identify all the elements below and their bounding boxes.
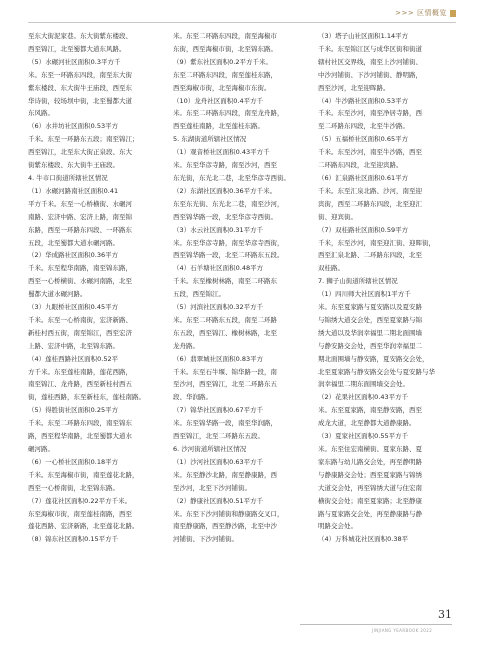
text-column-2 bbox=[173, 30, 307, 595]
text-line: 路，西至程华南路，北至蜀都大道水 bbox=[28, 432, 132, 441]
text-line: 西至沙河，北至迎晖路。 bbox=[318, 83, 390, 92]
text-line: 期北面围墙与静安路，夏安路交会处， bbox=[318, 354, 429, 363]
text-line: （5）水碾河社区面积0.3平方千 bbox=[28, 57, 121, 66]
text-line: 至东大街泥家巷。东大街紫东楼段、 bbox=[28, 32, 132, 40]
text-line: （6）汇泉路社区面积0.61平方 bbox=[318, 173, 409, 182]
text-line: 明路交会处。 bbox=[318, 522, 357, 531]
text-line: 中沙河铺街、下沙河铺街、静明路， bbox=[318, 70, 422, 79]
text-line: 宾街，西至二环路东四段，北至迎汇 bbox=[318, 199, 422, 208]
text-line: 5. 东湖街道所辖社区情况 bbox=[173, 135, 247, 144]
text-line: 路与夏家路交会处，再至静康路与静 bbox=[318, 509, 422, 518]
text-column-1 bbox=[28, 30, 162, 595]
text-line: 东风路。 bbox=[28, 109, 54, 118]
text-line: 至沙河，西至锦江，北至二环路东五 bbox=[173, 380, 277, 389]
text-line: （1）沙河社区面积0.63平方千 bbox=[173, 457, 264, 466]
text-line: （2）华成路社区面积0.36平方 bbox=[28, 251, 119, 260]
text-line: 西至锦江，北至蜀都大道东风路。 bbox=[28, 44, 126, 53]
text-column-3 bbox=[318, 30, 452, 595]
text-line: 米。东至夏家路与夏安路以及夏安路 bbox=[318, 303, 422, 312]
text-line: 东至海椒市街，南至莲桂南路，西至 bbox=[28, 509, 132, 518]
text-line: 米。东至住宏南横街、夏家东路、夏 bbox=[318, 445, 422, 453]
text-line: 米。东至锦华路一段，南至华润路， bbox=[173, 419, 277, 428]
footer-subtitle: JINJIANG YEARBOOK 2022 bbox=[372, 628, 433, 633]
text-line: 段、华润路。 bbox=[173, 393, 212, 402]
text-line: 千米。东至锦江区与成华区街和街道 bbox=[318, 44, 422, 53]
text-line: 千米，东至沙河，南至迎汇街、迎晖街， bbox=[318, 238, 435, 247]
text-line: 莲花西路、宏济新路，北至莲花北路。 bbox=[28, 522, 139, 531]
text-line: 千米。东至海椒市街，南至莲花北路， bbox=[28, 470, 139, 479]
text-line: 西至锦华路一段，北至二环路东五段。 bbox=[173, 251, 284, 260]
text-line: （4）牛沙路社区面积0.53平方 bbox=[318, 96, 409, 105]
text-line: 7. 狮子山街道所辖社区情况 bbox=[318, 277, 398, 286]
text-line: （3）夏家社区面积0.55平方千 bbox=[318, 432, 409, 441]
text-line: 米。东至下沙河铺街和静康路交叉口， bbox=[173, 509, 284, 518]
text-line: （7）锦华社区面积0.67平方千 bbox=[173, 406, 264, 415]
text-line: （5）河滨社区面积0.32平方千 bbox=[173, 303, 264, 312]
text-line: （2）东湖社区面积0.36平方千米。 bbox=[173, 186, 277, 195]
text-line: 东至二环路东四段，南至莲桂东路， bbox=[173, 70, 277, 79]
text-line: （10）龙舟社区面积0.4平方千 bbox=[173, 96, 264, 105]
text-line: 西至海椒市街，北至海椒市东街。 bbox=[173, 83, 271, 92]
text-line: 方千米。东至莲桂南路，莲花西路， bbox=[28, 367, 132, 376]
text-line: 米。东至二环路东四段，南至海椒市 bbox=[173, 32, 277, 40]
text-line: 千米。东至橡树林路，南至二环路东 bbox=[173, 277, 277, 286]
text-line: 街、迎宾街。 bbox=[318, 212, 357, 221]
text-line: 横街交会处；南至夏家路；北至静康 bbox=[318, 496, 422, 505]
text-line: 与锦绣大道交会处，西至夏家路与锦 bbox=[318, 315, 422, 324]
text-line: 紫东楼段、东大街牛王庙段，西至东 bbox=[28, 83, 132, 92]
text-line: （4）万科城花社区面积0.38平 bbox=[318, 535, 409, 544]
text-line: 西至锦华路一段，北至华彦寺西街。 bbox=[173, 212, 277, 221]
text-line: （8）锦东社区面积0.15平方千 bbox=[28, 535, 119, 544]
text-line: 与静安路交会处，西至华润幸福里二 bbox=[318, 341, 422, 350]
text-line: 南至锦江、龙舟路，西至新桂村西五 bbox=[28, 380, 132, 389]
text-line: 上路、宏济中路，北至锦东路。 bbox=[28, 341, 119, 350]
text-line: 千米。东至汇泉北路、沙河，南至迎 bbox=[318, 186, 422, 195]
text-line: 新桂村西五街，南至锦江，西至宏济 bbox=[28, 328, 132, 337]
text-line: （9）紫东社区面积0.2平方千米。 bbox=[173, 57, 272, 66]
text-line: （1）四川师大社区面积1平方千 bbox=[318, 290, 411, 299]
text-line: 6. 沙河街道所辖社区情况 bbox=[173, 445, 247, 453]
text-line: （3）水云社区面积0.31平方千 bbox=[173, 225, 264, 234]
text-line: 西至一心桥南街，北至锦东路。 bbox=[28, 483, 119, 492]
text-line: 米。东至二环路东四段，南至龙舟路， bbox=[173, 109, 284, 118]
text-line: 与静康路交会处；西至夏家路与锦绣 bbox=[318, 470, 422, 479]
text-line: 成龙大道，北至静都大道静康路。 bbox=[318, 419, 416, 428]
header-divider bbox=[28, 22, 456, 23]
text-line: 润幸福里二期东面围墙交会处。 bbox=[318, 380, 409, 389]
text-line: 家东路与幼儿路交会处，再至静明路 bbox=[318, 457, 422, 466]
text-line: 东五段，西至锦江、橡树林路，北至 bbox=[173, 328, 277, 337]
header-marker-icon bbox=[450, 10, 456, 17]
text-line: （4）石羊塘社区面积0.48平方 bbox=[173, 264, 264, 273]
text-line: （1）观音桥社区面积0.43平方千 bbox=[173, 148, 270, 157]
text-line: 千米。东至一心桥南街，宏济新路、 bbox=[28, 315, 132, 324]
text-line: （6）一心桥社区面积0.18平方 bbox=[28, 457, 119, 466]
text-line: 南路、宏济中路、宏济上路，南至锦 bbox=[28, 212, 132, 221]
text-line: 米。东至一环路东四段，南至东大街 bbox=[28, 70, 132, 79]
text-line: （2）静康社区面积0.51平方千 bbox=[173, 496, 264, 505]
text-line: 河铺街、下沙河铺街。 bbox=[173, 535, 238, 544]
text-line: （5）得胜街社区面积0.25平方 bbox=[28, 406, 119, 415]
text-line: 千米。东至沙河，南至净居寺路，西 bbox=[318, 109, 422, 118]
text-line: 米。东至静沙北路，南至静康路，西 bbox=[173, 470, 277, 479]
text-line: （1）水碾河路南社区面积0.41 bbox=[28, 186, 119, 195]
body-text bbox=[28, 30, 452, 595]
text-line: （2）花果社区面积0.43平方千 bbox=[318, 393, 409, 402]
text-line: 东路，西至一环路东四段、一环路东 bbox=[28, 225, 132, 234]
text-line: （6）水井坊社区面积0.53平方 bbox=[28, 122, 119, 131]
running-header bbox=[395, 8, 456, 18]
text-line: （3）塔子山社区面积1.14平方 bbox=[318, 32, 409, 40]
text-line: 双桂路。 bbox=[318, 264, 344, 273]
text-line: 龙舟路。 bbox=[173, 341, 199, 350]
text-line: 米。东至夏家路，南至静安路，西至 bbox=[318, 406, 422, 415]
text-line: 千米。东至一环路东五段；南至锦江； bbox=[28, 135, 139, 144]
text-line: 米。东至二环路东五段，南至二环路 bbox=[173, 315, 277, 324]
text-line: 西至锦江，北至二环路东五段。 bbox=[173, 432, 264, 441]
text-line: 华诗街，较场坝中街，北至蜀都大道 bbox=[28, 96, 132, 105]
text-line: 北至夏家路与静安路交会处与夏安路与华 bbox=[318, 367, 435, 376]
text-line: 辖村社区交界线，南至上沙河铺街、 bbox=[318, 57, 422, 66]
text-line: （6）翡翠城社区面积0.83平方 bbox=[173, 354, 264, 363]
text-line: 千米。东至二环路东四段，南至锦东 bbox=[28, 419, 132, 428]
text-line: 蜀都大道水碾河路。 bbox=[28, 290, 87, 299]
text-line: （7）莲花社区面积0.22平方千米。 bbox=[28, 496, 132, 505]
text-line: 至沙河，北至下沙河铺街。 bbox=[173, 483, 251, 492]
section-title: >>> 区情概览 bbox=[395, 9, 447, 17]
text-line: （3）九眼桥社区面积0.45平方 bbox=[28, 303, 119, 312]
text-line: 至二环路东四段，北至牛沙路。 bbox=[318, 122, 409, 131]
text-line: 碾河路。 bbox=[28, 445, 54, 453]
text-line: 西至一心桥横街、水碾河南路，北至 bbox=[28, 277, 132, 286]
text-line: 街，莲桂西路，东至新桂东，莲桂南路。 bbox=[28, 393, 145, 402]
text-line: 西至锦江，北至东大街正泉段、东大 bbox=[28, 148, 132, 157]
page-number: 31 bbox=[438, 608, 452, 621]
text-line: 西至汇泉北路、二环路东四段，北至 bbox=[318, 251, 422, 260]
text-line: 绣大道以及华润幸福里二期北面围墙 bbox=[318, 328, 422, 337]
text-line: 东至东光街、东光北二巷，南至沙河， bbox=[173, 199, 284, 208]
text-line: 五段，西至锦江。 bbox=[173, 290, 225, 299]
text-line: 米。东至华彦寺路，南至沙河，西至 bbox=[173, 161, 277, 170]
text-line: 米。东至华彦寺路，南至华彦寺西街， bbox=[173, 238, 284, 247]
footer-divider bbox=[300, 624, 452, 625]
text-line: 南至静康路，西至静沙路，北至中沙 bbox=[173, 522, 277, 531]
text-line: （4）莲桂西路社区面积0.52平 bbox=[28, 354, 119, 363]
text-line: 千米。东至程华南路，南至锦东路， bbox=[28, 264, 132, 273]
text-line: 大道交会处，再至锦绣大道与住宏南 bbox=[318, 483, 422, 492]
text-line: 平方千米。东至一心桥横街、水碾河 bbox=[28, 199, 132, 208]
text-line: 二环路东四段，北至迎宾路。 bbox=[318, 161, 403, 170]
text-line: （7）双桂路社区面积0.59平方 bbox=[318, 225, 409, 234]
text-line: 西至莲桂南路，北至莲桂东路。 bbox=[173, 122, 264, 131]
text-line: 东街，西至海椒市街，北至锦东路。 bbox=[173, 44, 277, 53]
text-line: 五段，北至蜀都大道水碾河路。 bbox=[28, 238, 119, 247]
text-line: 街紫东楼段、东大街牛王庙段。 bbox=[28, 161, 119, 170]
text-line: 千米。东至沙河，南至牛沙路，西至 bbox=[318, 148, 422, 157]
text-line: 东光街，东光北二巷，北至华彦寺西街。 bbox=[173, 173, 290, 182]
text-line: 4. 牛市口街道所辖社区情况 bbox=[28, 173, 108, 182]
text-line: 千米。东至石牛堰、锦华路一段，南 bbox=[173, 367, 277, 376]
text-line: （5）五福桥社区面积0.65平方 bbox=[318, 135, 409, 144]
